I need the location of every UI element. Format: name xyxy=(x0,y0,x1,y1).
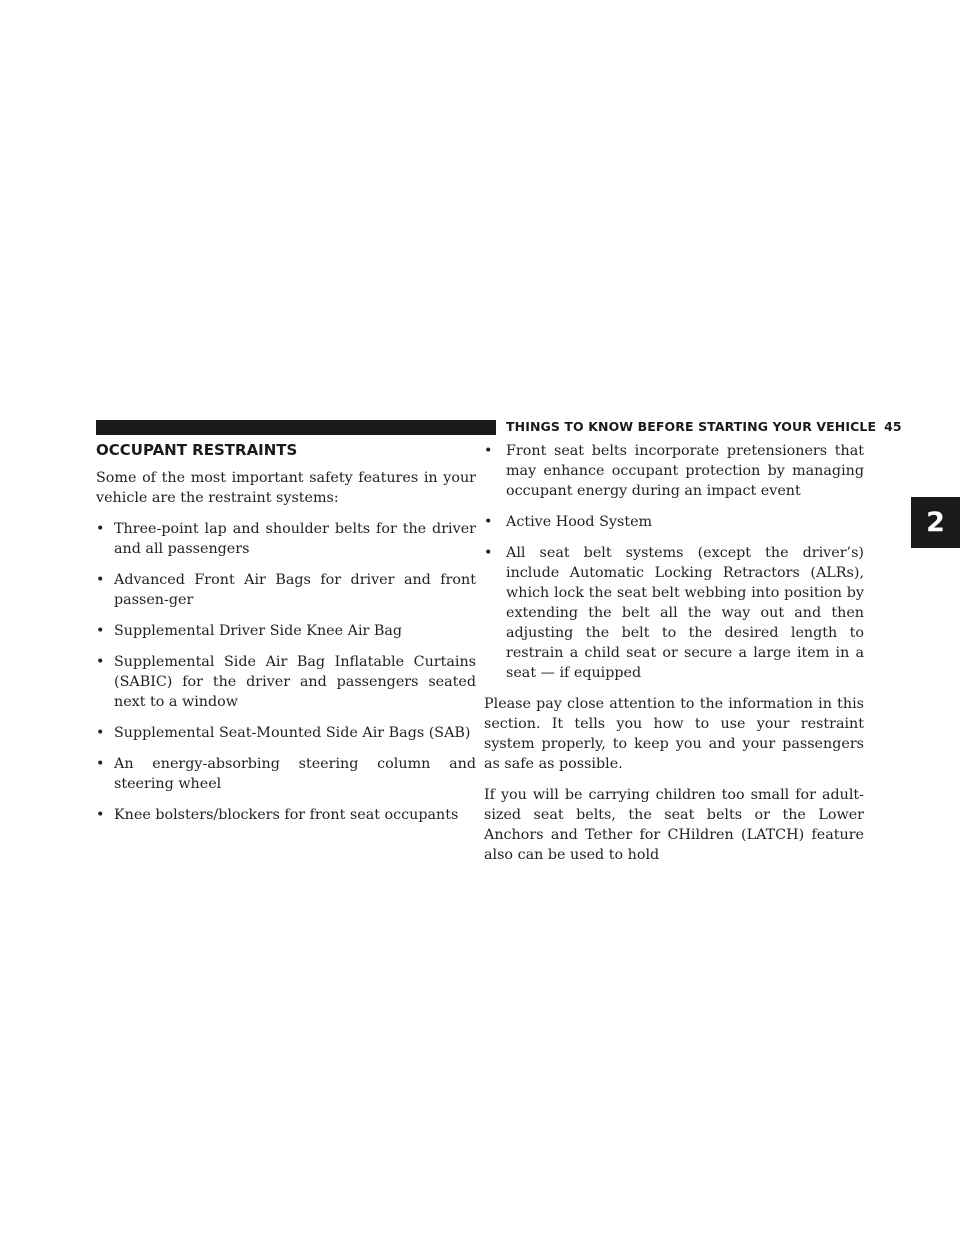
bullet-icon: • xyxy=(484,545,493,561)
section-heading: OCCUPANT RESTRAINTS xyxy=(96,441,298,459)
bullet-icon: • xyxy=(96,725,105,741)
list-item: • Supplemental Driver Side Knee Air Bag xyxy=(96,623,403,639)
header-section-title: THINGS TO KNOW BEFORE STARTING YOUR VEHICLE xyxy=(506,419,877,434)
bullet-icon: • xyxy=(96,654,105,670)
restraint-features-list xyxy=(96,519,476,825)
right-column xyxy=(484,441,864,876)
list-item: • Advanced Front Air Bags for driver and front passen-ger xyxy=(96,572,476,608)
list-item: • Front seat belts incorporate pretensioners that may enhance occupant protection by managing occupant energy during an impact event xyxy=(484,443,864,499)
list-item: • All seat belt systems (except the driver’s) include Automatic Locking Retractors (ALRs), which lock the seat belt webbing into position by extending the belt all the way out and then adjusting the belt to the desired length to restrain a child seat or secure a large item in a seat — if equipped xyxy=(484,545,864,681)
bullet-icon: • xyxy=(96,623,105,639)
intro-paragraph: Some of the most important safety features in your vehicle are the restraint systems: xyxy=(96,470,476,506)
page-number: 45 xyxy=(884,419,902,434)
bullet-icon: • xyxy=(96,572,105,588)
list-item: • Supplemental Side Air Bag Inflatable Curtains (SABIC) for the driver and passengers seated next to a window xyxy=(96,654,476,710)
bullet-icon: • xyxy=(484,443,493,459)
running-header xyxy=(506,419,902,434)
bullet-icon: • xyxy=(96,756,105,772)
list-item: • Three-point lap and shoulder belts for the driver and all passengers xyxy=(96,521,476,557)
bullet-icon: • xyxy=(96,807,105,823)
left-column xyxy=(96,441,476,836)
attention-paragraph: Please pay close attention to the information in this section. It tells you how to use your restraint system properly, to keep you and your passengers as safe as possible. xyxy=(484,696,864,772)
header-rule-bar xyxy=(96,420,496,435)
chapter-tab: 2 xyxy=(911,497,960,548)
list-item: • Supplemental Seat-Mounted Side Air Bags (SAB) xyxy=(96,725,471,741)
bullet-icon: • xyxy=(96,521,105,537)
list-item: • Active Hood System xyxy=(484,514,653,530)
list-item: • Knee bolsters/blockers for front seat occupants xyxy=(96,807,459,823)
bullet-icon: • xyxy=(484,514,493,530)
children-paragraph: If you will be carrying children too small for adult-sized seat belts, the seat belts or the Lower Anchors and Tether for CHildren (LATCH) feature also can be used to hold xyxy=(484,787,864,863)
list-item: • An energy-absorbing steering column and steering wheel xyxy=(96,756,476,792)
restraint-features-list-continued xyxy=(484,441,864,683)
